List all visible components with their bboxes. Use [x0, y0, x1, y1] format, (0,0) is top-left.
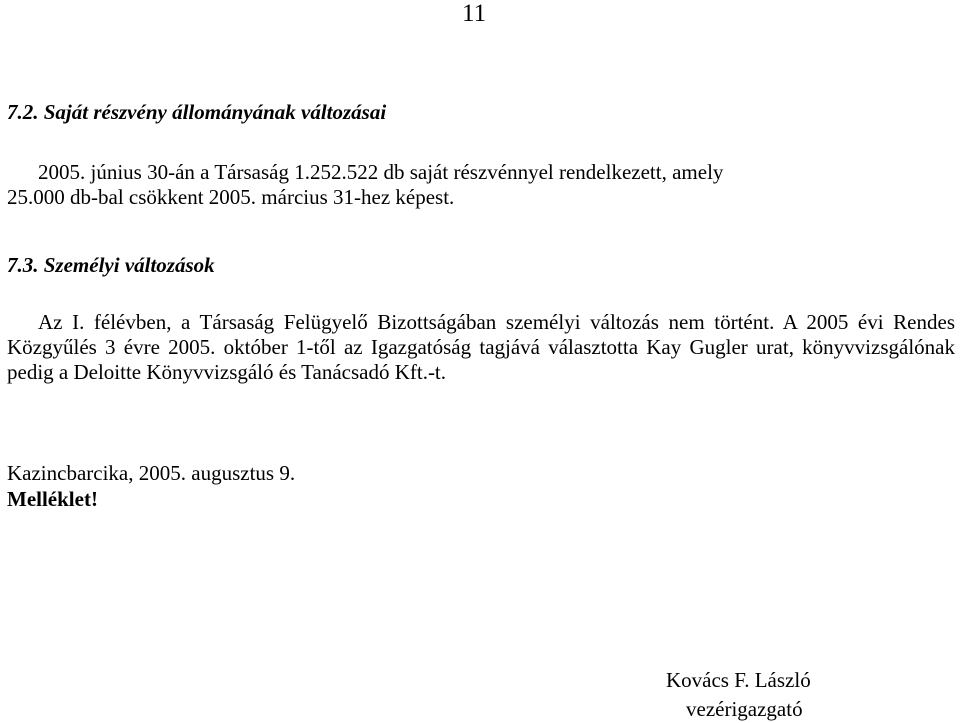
section-7-2-paragraph-line1: 2005. június 30-án a Társaság 1.252.522 db saját részvénnyel rendelkezett, amely	[38, 160, 724, 184]
section-7-3-paragraph-text: Az I. félévben, a Társaság Felügyelő Bizottságában személyi változás nem történt. A 2005 évi Rendes Közgyűlés 3 évre 2005. október 1-től az Igazgatóság tagjává választotta Kay Gugler urat, könyvvizsgálónak pedig a Deloitte Könyvvizsgáló és Tanácsadó Kft.-t.	[7, 310, 955, 384]
page-number: 11	[462, 0, 487, 27]
place-date: Kazincbarcika, 2005. augusztus 9.	[7, 461, 296, 485]
signer-title: vezérigazgató	[686, 697, 803, 721]
section-7-3-paragraph	[7, 310, 955, 385]
attachment-label: Melléklet!	[7, 487, 98, 511]
section-7-2-paragraph-line2: 25.000 db-bal csökkent 2005. március 31-hez képest.	[7, 185, 455, 209]
section-heading-7-2: 7.2. Saját részvény állományának változásai	[7, 100, 387, 124]
signer-name: Kovács F. László	[666, 668, 811, 692]
section-heading-7-3: 7.3. Személyi változások	[7, 253, 215, 277]
